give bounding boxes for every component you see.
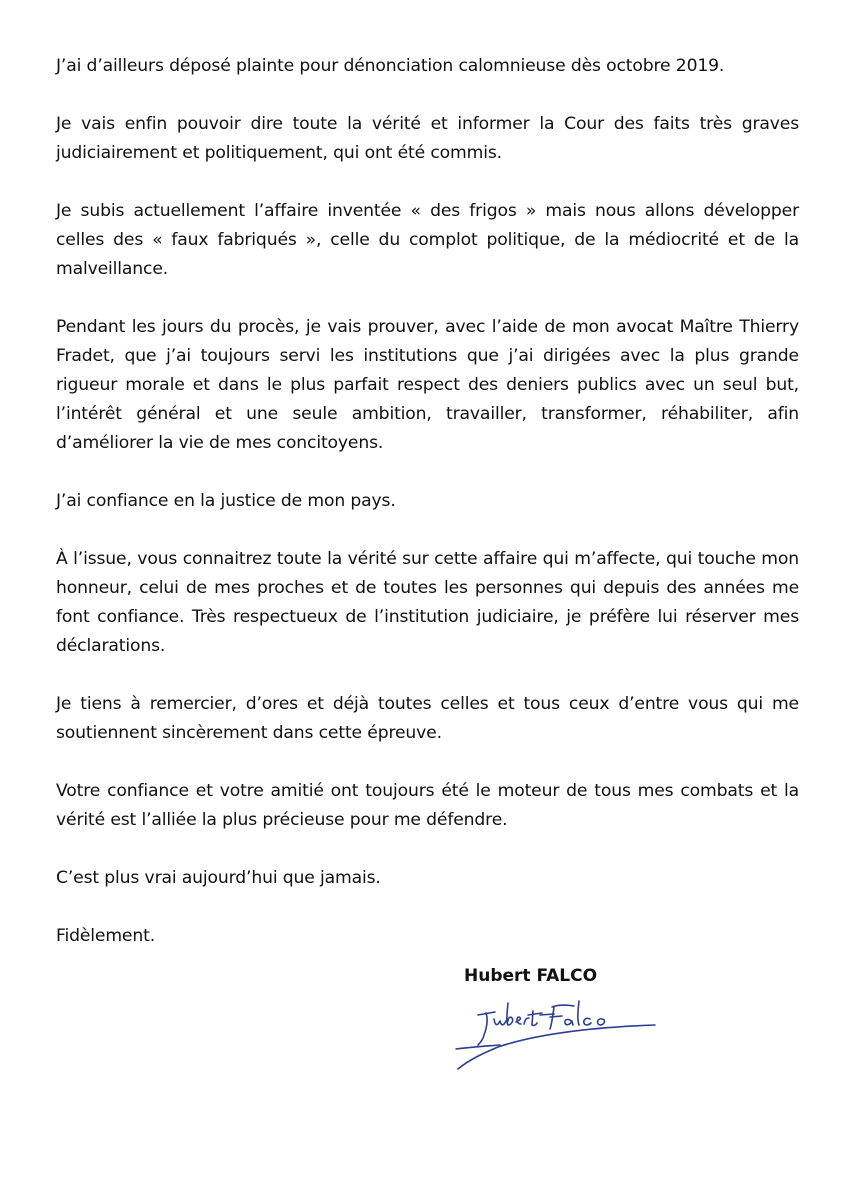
paragraph: Votre confiance et votre amitié ont toujours été le moteur de tous mes combats et la vérité est l’alliée la plus précieuse pour me défendre. — [56, 781, 799, 830]
paragraph: Je tiens à remercier, d’ores et déjà toutes celles et tous ceux d’entre vous qui me soutiennent sincèrement dans cette épreuve. — [56, 694, 799, 743]
closing-line: Fidèlement. — [56, 926, 156, 946]
paragraph: Pendant les jours du procès, je vais prouver, avec l’aide de mon avocat Maître Thierry Fradet, que j’ai toujours servi les institutions que j’ai dirigées avec la plus grande rigueur morale et dans le plus parfait respect des deniers publics avec un seul but, l’intérêt général et une seule ambition, travailler, transformer, réhabiliter, afin d’améliorer la vie de mes concitoyens. — [56, 317, 799, 453]
paragraph: Je vais enfin pouvoir dire toute la vérité et informer la Cour des faits très graves judiciairement et politiquement, qui ont été commis. — [56, 114, 799, 163]
paragraph: J’ai confiance en la justice de mon pays. — [56, 491, 396, 511]
paragraph: À l’issue, vous connaitrez toute la vérité sur cette affaire qui m’affecte, qui touche mon honneur, celui de mes proches et de toutes les personnes qui depuis des années me font confiance. Très respectueux de l’institution judiciaire, je préfère lui réserver mes déclarations. — [56, 549, 799, 656]
paragraph: J’ai d’ailleurs déposé plainte pour dénonciation calomnieuse dès octobre 2019. — [56, 56, 725, 76]
letter-body — [56, 52, 799, 980]
handwritten-signature — [450, 985, 670, 1080]
paragraph: C’est plus vrai aujourd’hui que jamais. — [56, 868, 381, 888]
paragraph: Je subis actuellement l’affaire inventée « des frigos » mais nous allons développer celles des « faux fabriqués », celle du complot politique, de la médiocrité et de la malveillance. — [56, 201, 799, 279]
signatory-name: Hubert FALCO — [464, 966, 598, 986]
